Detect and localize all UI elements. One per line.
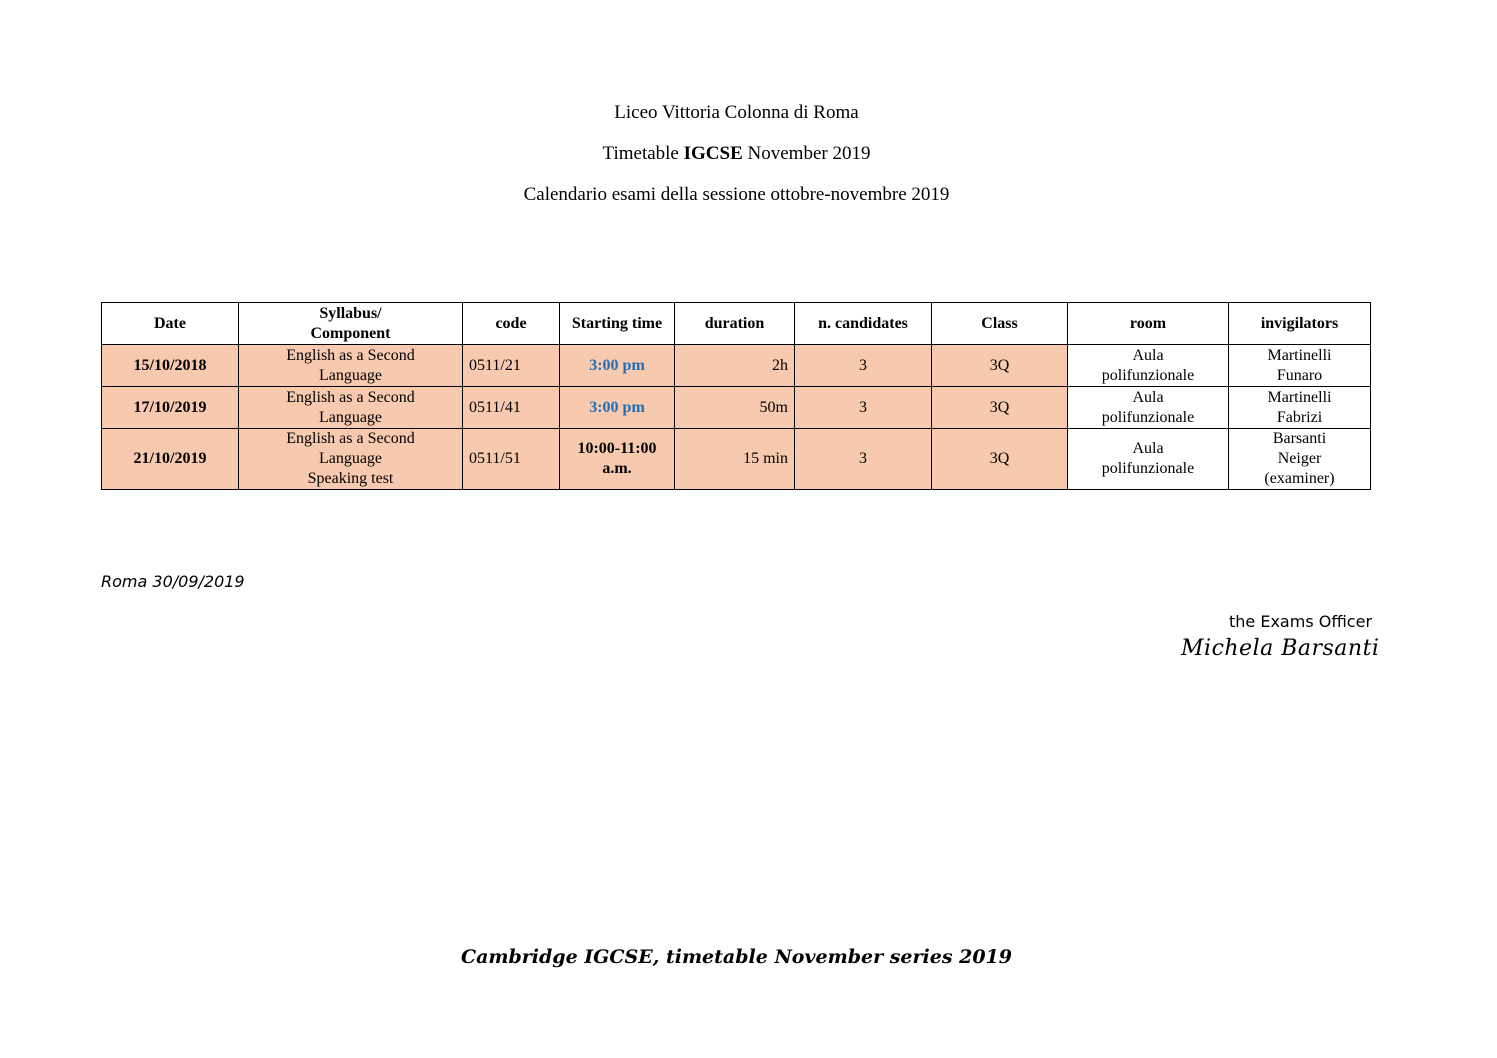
cell-starting-time-line: a.m. [602,460,632,477]
cell-class: 3Q [932,387,1068,429]
cell-duration: 2h [675,345,795,387]
cell-room-line: polifunzionale [1101,460,1195,477]
col-header-room: room [1068,303,1229,345]
cell-duration: 15 min [675,429,795,490]
cell-invigilators [1229,429,1371,490]
cell-syllabus [239,429,463,490]
cell-invigilator-line: Fabrizi [1276,408,1323,426]
cell-room-line: Aula [1132,440,1164,457]
exams-officer-title: the Exams Officer [1229,612,1373,631]
cell-starting-time-line: 10:00-11:00 [577,440,657,457]
school-name: Liceo Vittoria Colonna di Roma [614,102,859,123]
exam-timetable [101,302,1371,490]
cell-syllabus-line: English as a Second [286,346,415,364]
cell-candidates: 3 [795,429,932,490]
table-row [102,429,1371,490]
table-row [102,387,1371,429]
cell-invigilator-line: Funaro [1276,366,1323,384]
timetable-prefix: Timetable [602,143,684,164]
cell-date: 21/10/2019 [102,429,239,490]
cell-starting-time-line: 3:00 pm [589,356,645,374]
cell-date: 15/10/2018 [102,345,239,387]
col-header-invigilators: invigilators [1229,303,1371,345]
cell-candidates: 3 [795,387,932,429]
cell-code: 0511/21 [463,345,560,387]
cell-room-line: polifunzionale [1101,366,1195,384]
cell-date: 17/10/2019 [102,387,239,429]
cell-invigilator-line: Martinelli [1267,346,1332,364]
col-header-date: Date [102,303,239,345]
timetable-suffix: November 2019 [742,143,871,164]
col-header-syllabus-line1: Syllabus/ [319,304,382,322]
col-header-class: Class [932,303,1068,345]
cell-code: 0511/51 [463,429,560,490]
cell-room-line: Aula [1132,388,1164,406]
cell-class: 3Q [932,429,1068,490]
table-row [102,345,1371,387]
col-header-syllabus [239,303,463,345]
col-header-syllabus-line2: Component [310,324,391,342]
cell-invigilator-line: Barsanti [1272,430,1327,447]
exams-officer-signature: Michela Barsanti [1181,636,1380,661]
col-header-candidates: n. candidates [795,303,932,345]
place-date: Roma 30/09/2019 [101,572,245,591]
cell-syllabus [239,345,463,387]
cell-starting-time [560,345,675,387]
cell-starting-time [560,429,675,490]
header-row [102,303,1371,345]
cell-room [1068,345,1229,387]
session-title: Calendario esami della sessione ottobre-novembre 2019 [523,184,950,205]
cell-invigilators [1229,387,1371,429]
cell-syllabus-line: English as a Second [286,430,415,447]
timetable-title [0,142,1473,166]
cell-invigilator-line: Neiger [1277,450,1322,467]
cell-starting-time [560,387,675,429]
cell-syllabus-line: Language [318,408,383,426]
cell-room [1068,429,1229,490]
cell-invigilators [1229,345,1371,387]
col-header-starting-time: Starting time [560,303,675,345]
cell-invigilator-line: Martinelli [1267,388,1332,406]
cell-invigilator-line: (examiner) [1264,470,1335,487]
cell-syllabus-line: Language [318,450,383,467]
col-header-code: code [463,303,560,345]
timetable-igcse: IGCSE [683,143,743,164]
footer-title: Cambridge IGCSE, timetable November series 2019 [460,946,1013,968]
col-header-duration: duration [675,303,795,345]
cell-candidates: 3 [795,345,932,387]
cell-syllabus-line: Language [318,366,383,384]
cell-room-line: Aula [1132,346,1164,364]
cell-syllabus-line: Speaking test [307,470,394,487]
cell-room [1068,387,1229,429]
cell-syllabus [239,387,463,429]
cell-duration: 50m [675,387,795,429]
cell-syllabus-line: English as a Second [286,388,415,406]
cell-code: 0511/41 [463,387,560,429]
cell-starting-time-line: 3:00 pm [589,398,645,416]
cell-room-line: polifunzionale [1101,408,1195,426]
cell-class: 3Q [932,345,1068,387]
